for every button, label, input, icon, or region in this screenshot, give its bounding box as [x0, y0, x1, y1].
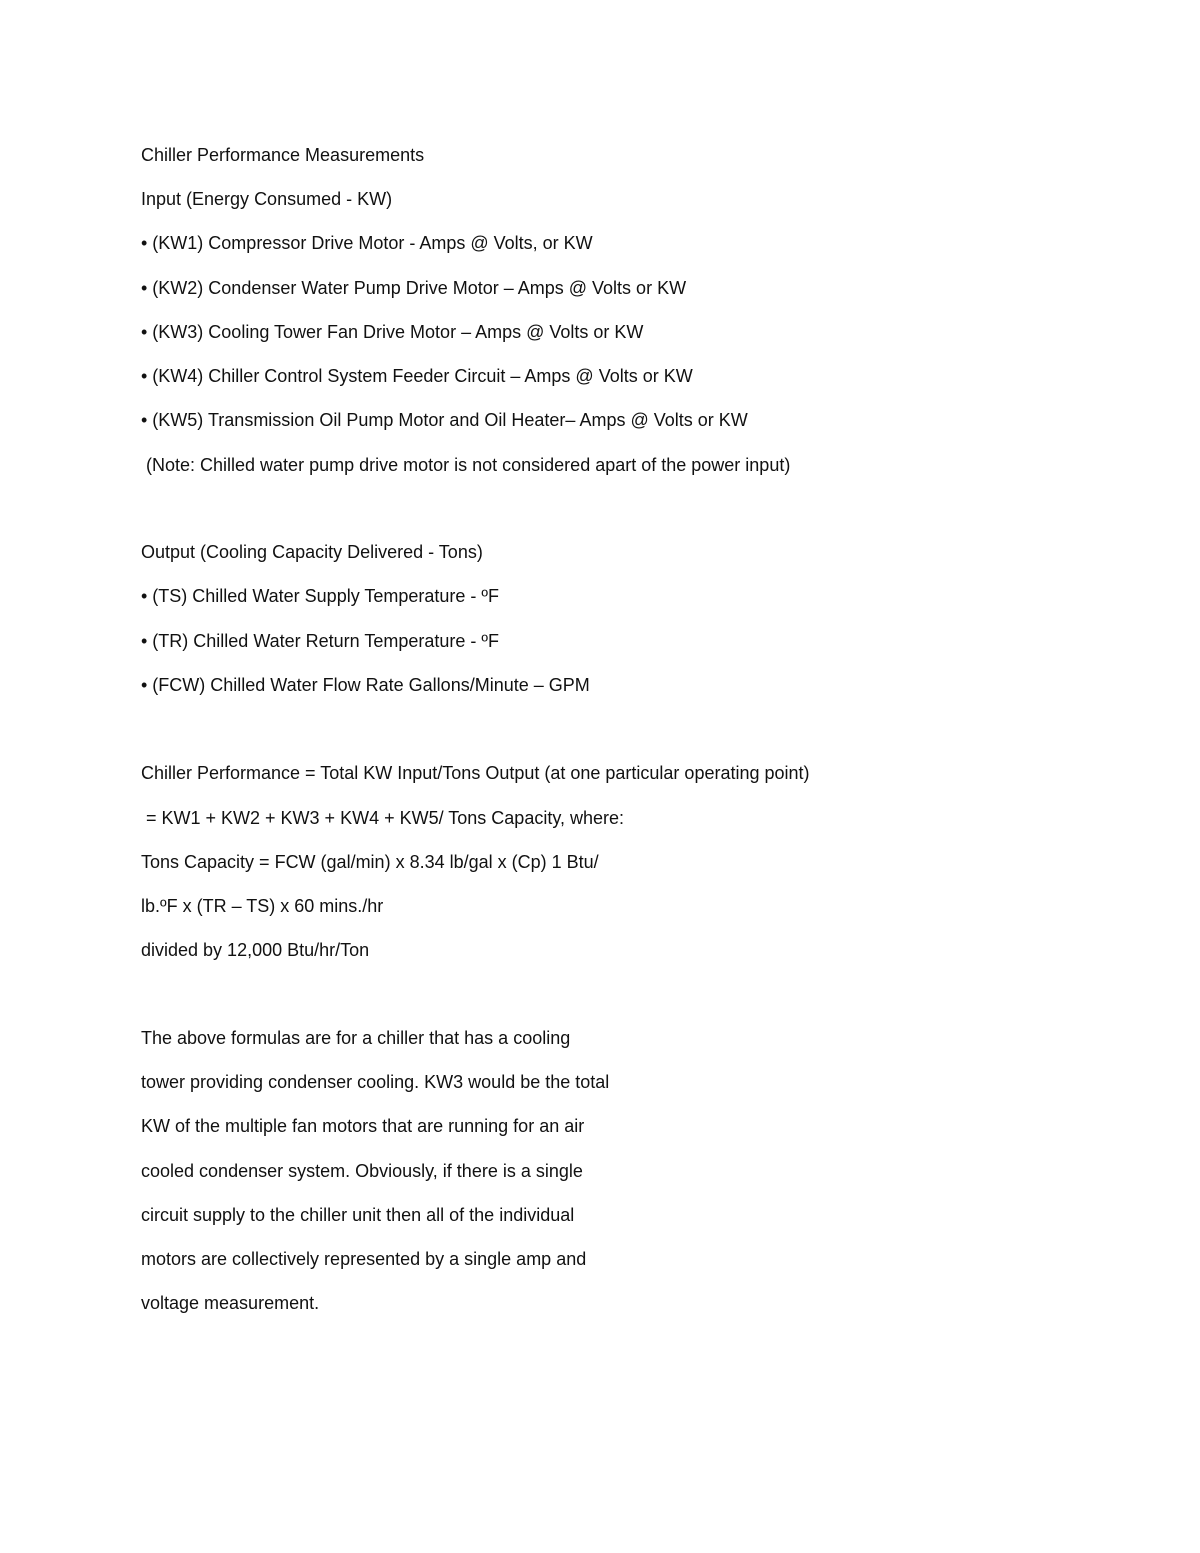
input-item-kw2: • (KW2) Condenser Water Pump Drive Motor – Amps @ Volts or KW	[141, 278, 687, 298]
tons-capacity-formula-line3: divided by 12,000 Btu/hr/Ton	[141, 940, 370, 960]
input-heading: Input (Energy Consumed - KW)	[141, 189, 393, 209]
output-heading: Output (Cooling Capacity Delivered - Tons)	[141, 542, 483, 562]
input-item-kw3: • (KW3) Cooling Tower Fan Drive Motor – Amps @ Volts or KW	[141, 322, 644, 342]
explanation-line-6: motors are collectively represented by a single amp and	[141, 1249, 587, 1269]
explanation-line-4: cooled condenser system. Obviously, if there is a single	[141, 1161, 583, 1181]
output-item-fcw: • (FCW) Chilled Water Flow Rate Gallons/Minute – GPM	[141, 675, 590, 695]
input-note: (Note: Chilled water pump drive motor is not considered apart of the power input)	[141, 455, 791, 475]
input-item-kw4: • (KW4) Chiller Control System Feeder Circuit – Amps @ Volts or KW	[141, 366, 693, 386]
performance-formula-expansion: = KW1 + KW2 + KW3 + KW4 + KW5/ Tons Capacity, where:	[141, 808, 625, 828]
tons-capacity-formula-line2: lb.ºF x (TR – TS) x 60 mins./hr	[141, 896, 384, 916]
output-item-ts: • (TS) Chilled Water Supply Temperature - ºF	[141, 586, 499, 606]
output-item-tr: • (TR) Chilled Water Return Temperature - ºF	[141, 631, 499, 651]
explanation-line-7: voltage measurement.	[141, 1293, 320, 1313]
input-item-kw1: • (KW1) Compressor Drive Motor - Amps @ Volts, or KW	[141, 233, 593, 253]
explanation-line-3: KW of the multiple fan motors that are running for an air	[141, 1116, 585, 1136]
performance-formula: Chiller Performance = Total KW Input/Tons Output (at one particular operating point)	[141, 763, 810, 783]
explanation-line-2: tower providing condenser cooling. KW3 would be the total	[141, 1072, 610, 1092]
input-item-kw5: • (KW5) Transmission Oil Pump Motor and Oil Heater– Amps @ Volts or KW	[141, 410, 748, 430]
tons-capacity-formula-line1: Tons Capacity = FCW (gal/min) x 8.34 lb/gal x (Cp) 1 Btu/	[141, 852, 599, 872]
explanation-line-5: circuit supply to the chiller unit then all of the individual	[141, 1205, 575, 1225]
document-title: Chiller Performance Measurements	[141, 145, 425, 165]
explanation-line-1: The above formulas are for a chiller that has a cooling	[141, 1028, 571, 1048]
